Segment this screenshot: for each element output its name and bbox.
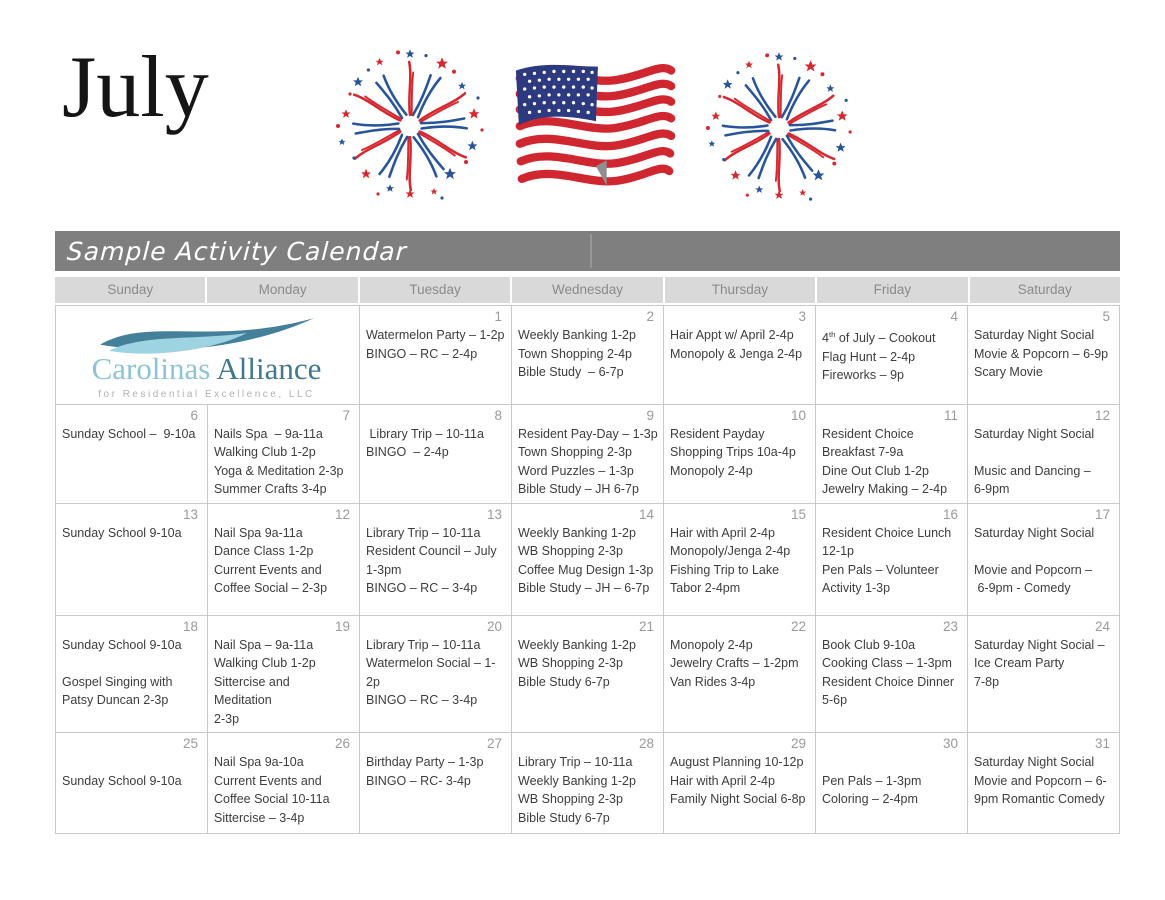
event-line: Nail Spa 9a-11a bbox=[214, 525, 303, 540]
event-line: 6-9pm - Comedy bbox=[974, 581, 1071, 596]
day-header-monday: Monday bbox=[207, 277, 357, 303]
event-line: Walking Club 1-2p bbox=[214, 656, 316, 671]
day-header-row bbox=[55, 277, 1120, 303]
event-line: Coffee Social – 2-3p bbox=[214, 581, 328, 596]
calendar-cell bbox=[512, 616, 664, 734]
date-number: 13 bbox=[182, 506, 198, 522]
event-line: Cooking Class – 1-3pm bbox=[822, 656, 952, 671]
event-line bbox=[968, 542, 1117, 561]
week-row bbox=[56, 733, 1120, 834]
calendar-grid bbox=[55, 277, 1120, 834]
week-row bbox=[56, 504, 1120, 616]
banner bbox=[55, 231, 1120, 271]
calendar-cell bbox=[968, 405, 1120, 504]
event-line: Dance Class 1-2p bbox=[214, 544, 314, 559]
date-number: 23 bbox=[942, 618, 958, 634]
event-line: Coffee Social 10-11a bbox=[214, 792, 330, 807]
event-line: WB Shopping 2-3p bbox=[518, 792, 623, 807]
date-number: 18 bbox=[182, 618, 198, 634]
event-line: Sittercise – 3-4p bbox=[214, 810, 305, 825]
event-line: Nail Spa – 9a-11a bbox=[214, 637, 314, 652]
event-line: Hair with April 2-4p bbox=[670, 773, 775, 788]
date-number: 25 bbox=[182, 736, 198, 752]
date-number: 12 bbox=[334, 506, 350, 522]
calendar-cell bbox=[208, 733, 360, 834]
event-line: BINGO – RC – 3-4p bbox=[366, 693, 478, 708]
date-number: 7 bbox=[342, 407, 350, 423]
date-number: 15 bbox=[790, 506, 806, 522]
date-number: 4 bbox=[950, 309, 958, 324]
event-line: Fishing Trip to Lake bbox=[670, 562, 780, 577]
date-number: 24 bbox=[1094, 618, 1110, 634]
event-line: Nail Spa 9a-10a bbox=[214, 755, 304, 770]
event-line: Saturday Night Social bbox=[974, 426, 1095, 441]
event-line: Bible Study – JH 6-7p bbox=[518, 482, 639, 497]
event-line: Jewelry Making – 2-4p bbox=[822, 482, 948, 497]
event-line: Current Events and bbox=[214, 562, 322, 577]
day-header-sunday: Sunday bbox=[55, 277, 205, 303]
event-line: BINGO – RC – 2-4p bbox=[366, 346, 478, 361]
event-line: WB Shopping 2-3p bbox=[518, 544, 623, 559]
event-line: 1-3pm bbox=[366, 562, 402, 577]
banner-divider bbox=[590, 234, 592, 268]
event-line: Town Shopping 2-4p bbox=[518, 346, 632, 361]
calendar-cell bbox=[816, 504, 968, 616]
month-title: July bbox=[62, 39, 209, 136]
event-line: Weekly Banking 1-2p bbox=[518, 328, 636, 342]
event-line: Bible Study 6-7p bbox=[518, 810, 610, 825]
event-line: Watermelon Social – 1-2p bbox=[366, 656, 496, 689]
date-number: 3 bbox=[798, 309, 806, 324]
date-number: 26 bbox=[334, 736, 350, 752]
event-line: Monopoly/Jenga 2-4p bbox=[670, 544, 791, 559]
calendar-cell bbox=[56, 405, 208, 504]
week-row bbox=[56, 405, 1120, 504]
date-number: 5 bbox=[1102, 309, 1110, 324]
event-line: 9pm Romantic Comedy bbox=[974, 792, 1105, 807]
calendar-cell bbox=[968, 504, 1120, 616]
date-number: 29 bbox=[790, 736, 806, 752]
event-line: Monopoly 2-4p bbox=[670, 463, 753, 478]
date-number: 20 bbox=[486, 618, 502, 634]
calendar-cell bbox=[208, 504, 360, 616]
calendar-weeks bbox=[55, 305, 1120, 834]
event-line: Resident Choice Dinner bbox=[822, 674, 955, 689]
event-line: Movie and Popcorn – 6- bbox=[974, 773, 1107, 788]
day-header-wednesday: Wednesday bbox=[512, 277, 662, 303]
day-header-friday: Friday bbox=[817, 277, 967, 303]
event-line: Bible Study 6-7p bbox=[518, 674, 610, 689]
us-flag-icon bbox=[512, 58, 678, 206]
calendar-cell bbox=[360, 733, 512, 834]
event-line: 6-9pm bbox=[974, 482, 1010, 497]
calendar-cell bbox=[664, 733, 816, 834]
event-line: Monopoly 2-4p bbox=[670, 637, 753, 652]
calendar-cell bbox=[968, 306, 1120, 405]
date-number: 9 bbox=[646, 407, 654, 423]
event-line: Weekly Banking 1-2p bbox=[518, 525, 636, 540]
calendar-cell bbox=[816, 733, 968, 834]
event-line: Library Trip – 10-11a bbox=[366, 525, 481, 540]
event-line: Book Club 9-10a bbox=[822, 637, 916, 652]
event-line: BINGO – 2-4p bbox=[366, 445, 449, 460]
event-line bbox=[968, 443, 1117, 462]
event-line: Tabor 2-4pm bbox=[670, 581, 741, 596]
event-line: Pen Pals – 1-3pm bbox=[822, 773, 922, 788]
event-line: 2-3p bbox=[214, 711, 240, 726]
date-number: 27 bbox=[486, 736, 502, 752]
day-header-thursday: Thursday bbox=[665, 277, 815, 303]
calendar-cell bbox=[664, 504, 816, 616]
event-line: Summer Crafts 3-4p bbox=[214, 482, 327, 497]
event-line: Resident Choice bbox=[822, 426, 914, 441]
event-line: Flag Hunt – 2-4p bbox=[822, 349, 916, 364]
event-line: Patsy Duncan 2-3p bbox=[62, 693, 169, 708]
event-line: Fireworks – 9p bbox=[822, 368, 904, 383]
event-line: 12-1p bbox=[822, 544, 854, 559]
event-line: Hair with April 2-4p bbox=[670, 525, 775, 540]
day-header-tuesday: Tuesday bbox=[360, 277, 510, 303]
day-header-saturday: Saturday bbox=[970, 277, 1120, 303]
event-line: Hair Appt w/ April 2-4p bbox=[670, 328, 794, 342]
event-line: Saturday Night Social bbox=[974, 328, 1095, 342]
date-number: 17 bbox=[1094, 506, 1110, 522]
event-line: Birthday Party – 1-3p bbox=[366, 755, 484, 770]
event-line: Resident Council – July bbox=[366, 544, 497, 559]
event-line: Resident Payday bbox=[670, 426, 765, 441]
event-line: Town Shopping 2-3p bbox=[518, 445, 632, 460]
event-line: Current Events and bbox=[214, 773, 322, 788]
date-number: 10 bbox=[790, 407, 806, 423]
event-line: BINGO – RC- 3-4p bbox=[366, 773, 471, 788]
calendar-cell bbox=[664, 616, 816, 734]
event-line: Bible Study – JH – 6-7p bbox=[518, 581, 650, 596]
date-number: 11 bbox=[943, 407, 958, 423]
event-line bbox=[56, 753, 205, 772]
event-line: Sunday School 9-10a bbox=[62, 525, 182, 540]
event-line: Sunday School 9-10a bbox=[62, 773, 182, 788]
event-line: WB Shopping 2-3p bbox=[518, 656, 623, 671]
event-line: Weekly Banking 1-2p bbox=[518, 637, 636, 652]
event-line: Coffee Mug Design 1-3p bbox=[518, 562, 654, 577]
event-line: Sittercise and bbox=[214, 674, 290, 689]
event-line: Ice Cream Party bbox=[974, 656, 1065, 671]
logo-name-dark: Alliance bbox=[210, 351, 322, 386]
calendar-cell bbox=[816, 616, 968, 734]
banner-title: Sample Activity Calendar bbox=[66, 236, 408, 266]
event-line: Library Trip – 10-11a bbox=[518, 755, 633, 770]
logo-name-light: Carolinas bbox=[91, 351, 211, 386]
calendar-cell bbox=[968, 616, 1120, 734]
calendar-cell bbox=[816, 405, 968, 504]
event-line: Bible Study – 6-7p bbox=[518, 365, 624, 379]
calendar-cell bbox=[512, 504, 664, 616]
calendar-cell bbox=[664, 306, 816, 405]
calendar-cell bbox=[360, 616, 512, 734]
fireworks-icon bbox=[330, 42, 490, 210]
date-number: 22 bbox=[790, 618, 806, 634]
event-line: Walking Club 1-2p bbox=[214, 445, 316, 460]
event-line: Movie and Popcorn – bbox=[974, 562, 1093, 577]
calendar-cell bbox=[360, 405, 512, 504]
date-number: 2 bbox=[646, 309, 654, 324]
calendar-cell bbox=[56, 616, 208, 734]
date-number: 19 bbox=[334, 618, 350, 634]
date-number: 14 bbox=[638, 506, 654, 522]
event-line: Scary Movie bbox=[974, 365, 1043, 379]
event-line: Saturday Night Social bbox=[974, 755, 1095, 770]
date-number: 8 bbox=[494, 407, 502, 423]
event-line: Music and Dancing – bbox=[974, 463, 1091, 478]
event-line: Word Puzzles – 1-3p bbox=[518, 463, 634, 478]
calendar-cell bbox=[816, 306, 968, 405]
calendar-cell bbox=[664, 405, 816, 504]
event-line: BINGO – RC – 3-4p bbox=[366, 581, 478, 596]
calendar-cell bbox=[512, 306, 664, 405]
event-line: Breakfast 7-9a bbox=[822, 445, 904, 460]
event-line bbox=[816, 753, 965, 772]
event-line: Gospel Singing with bbox=[62, 674, 173, 689]
event-line: Pen Pals – Volunteer bbox=[822, 562, 939, 577]
event-line: Saturday Night Social – bbox=[974, 637, 1105, 652]
event-line: Sunday School – 9-10a bbox=[62, 426, 196, 441]
date-number: 30 bbox=[942, 736, 958, 752]
logo-subtitle: for Residential Excellence, LLC bbox=[98, 388, 315, 400]
date-number: 12 bbox=[1094, 407, 1110, 423]
event-line: Jewelry Crafts – 1-2pm bbox=[670, 656, 799, 671]
event-line: 5-6p bbox=[822, 693, 848, 708]
calendar-cell bbox=[360, 504, 512, 616]
event-line: Resident Choice Lunch bbox=[822, 525, 952, 540]
date-number: 1 bbox=[494, 309, 502, 324]
fireworks-icon bbox=[700, 44, 858, 212]
date-number: 31 bbox=[1094, 736, 1110, 752]
date-number: 28 bbox=[638, 736, 654, 752]
calendar-cell bbox=[56, 733, 208, 834]
event-line: Sunday School 9-10a bbox=[62, 637, 182, 652]
event-line: Monopoly & Jenga 2-4p bbox=[670, 346, 803, 361]
calendar-cell bbox=[360, 306, 512, 405]
calendar-cell bbox=[208, 616, 360, 734]
event-line: Shopping Trips 10a-4p bbox=[670, 445, 796, 460]
event-line: Activity 1-3p bbox=[822, 581, 891, 596]
date-number: 13 bbox=[486, 506, 502, 522]
logo-name bbox=[83, 353, 331, 386]
event-line: Saturday Night Social bbox=[974, 525, 1095, 540]
event-line: Coloring – 2-4pm bbox=[822, 792, 918, 807]
event-line: Library Trip – 10-11a bbox=[366, 426, 484, 441]
calendar-cell bbox=[968, 733, 1120, 834]
week-row bbox=[56, 616, 1120, 734]
date-number: 6 bbox=[190, 407, 198, 423]
event-line: Van Rides 3-4p bbox=[670, 674, 756, 689]
date-number: 21 bbox=[638, 618, 654, 634]
calendar-cell bbox=[512, 405, 664, 504]
calendar-cell bbox=[56, 504, 208, 616]
event-line: August Planning 10-12p bbox=[670, 755, 804, 770]
event-line: Resident Pay-Day – 1-3p bbox=[518, 426, 658, 441]
event-line: Nails Spa – 9a-11a bbox=[214, 426, 323, 441]
date-number: 16 bbox=[942, 506, 958, 522]
event-line: Yoga & Meditation 2-3p bbox=[214, 463, 344, 478]
calendar-cell bbox=[512, 733, 664, 834]
event-line: Family Night Social 6-8p bbox=[670, 792, 806, 807]
event-line bbox=[56, 654, 205, 673]
event-line: Meditation bbox=[214, 693, 272, 708]
event-line: 4th of July – Cookout bbox=[822, 330, 936, 346]
event-line: Movie & Popcorn – 6-9p bbox=[974, 346, 1109, 361]
calendar-cell bbox=[208, 405, 360, 504]
event-line: Watermelon Party – 1-2p bbox=[366, 328, 505, 342]
event-line: Weekly Banking 1-2p bbox=[518, 773, 636, 788]
event-line: 7-8p bbox=[974, 674, 1000, 689]
week-row bbox=[56, 306, 1120, 405]
carolinas-alliance-logo bbox=[83, 306, 331, 400]
logo-cell bbox=[56, 306, 360, 405]
event-line: Dine Out Club 1-2p bbox=[822, 463, 930, 478]
event-line: Library Trip – 10-11a bbox=[366, 637, 481, 652]
